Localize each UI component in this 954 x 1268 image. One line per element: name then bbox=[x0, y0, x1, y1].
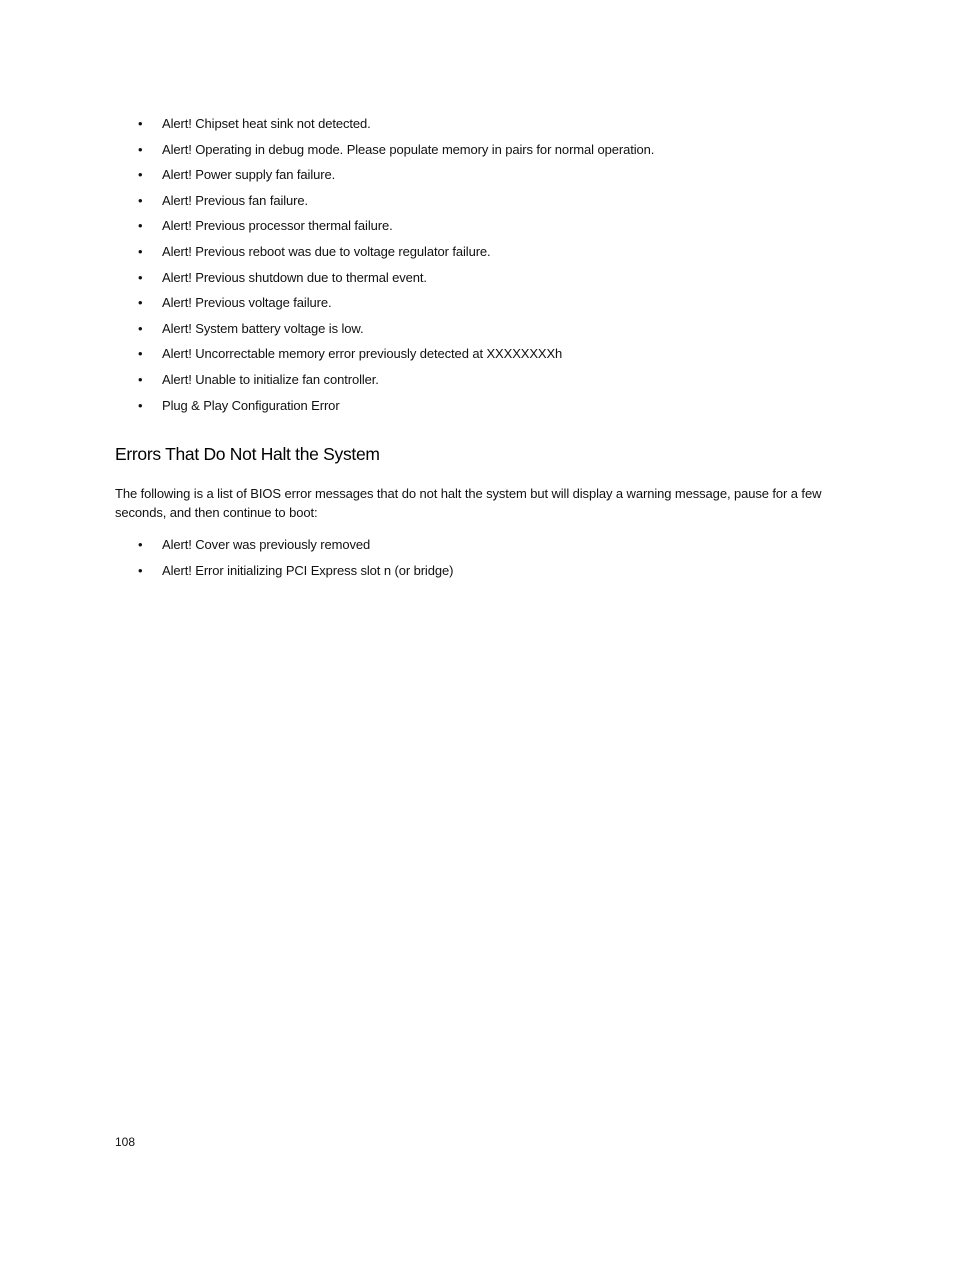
list-item bbox=[138, 166, 654, 192]
bullet-icon: • bbox=[138, 243, 143, 259]
section-heading: Errors That Do Not Halt the System bbox=[115, 444, 380, 464]
list-item-text: Alert! Previous shutdown due to thermal event. bbox=[162, 269, 427, 285]
non-halting-error-list bbox=[138, 536, 453, 587]
list-item-text: Alert! System battery voltage is low. bbox=[162, 320, 364, 336]
list-item bbox=[138, 294, 654, 320]
list-item-text: Alert! Error initializing PCI Express slot n (or bridge) bbox=[162, 562, 454, 578]
list-item-text: Alert! Operating in debug mode. Please populate memory in pairs for normal operation. bbox=[162, 141, 655, 157]
bullet-icon: • bbox=[138, 346, 143, 362]
list-item bbox=[138, 243, 654, 269]
bullet-icon: • bbox=[138, 269, 143, 285]
list-item bbox=[138, 141, 654, 167]
list-item-text: Alert! Previous reboot was due to voltage regulator failure. bbox=[162, 243, 491, 259]
bullet-icon: • bbox=[138, 320, 143, 336]
list-item-text: Alert! Previous processor thermal failure. bbox=[162, 218, 393, 234]
list-item-text: Alert! Uncorrectable memory error previously detected at XXXXXXXXh bbox=[162, 346, 563, 362]
section-paragraph: The following is a list of BIOS error messages that do not halt the system but will display a warning message, pause for a few seconds, and then continue to boot: bbox=[115, 486, 822, 520]
bullet-icon: • bbox=[138, 141, 143, 157]
list-item bbox=[138, 115, 654, 141]
list-item bbox=[138, 269, 654, 295]
bullet-icon: • bbox=[138, 397, 143, 413]
list-item bbox=[138, 562, 453, 588]
list-item bbox=[138, 397, 654, 423]
list-item-text: Alert! Power supply fan failure. bbox=[162, 167, 336, 183]
list-item-text: Alert! Previous voltage failure. bbox=[162, 295, 332, 311]
bullet-icon: • bbox=[138, 371, 143, 387]
bullet-icon: • bbox=[138, 218, 143, 234]
list-item bbox=[138, 536, 453, 562]
list-item-text: Plug & Play Configuration Error bbox=[162, 397, 340, 413]
bullet-icon: • bbox=[138, 537, 143, 552]
list-item-text: Alert! Chipset heat sink not detected. bbox=[162, 116, 371, 131]
list-item bbox=[138, 345, 654, 371]
list-item-text: Alert! Cover was previously removed bbox=[162, 537, 371, 552]
list-item bbox=[138, 320, 654, 346]
bullet-icon: • bbox=[138, 192, 143, 208]
list-item-text: Alert! Unable to initialize fan controller. bbox=[162, 371, 379, 387]
bullet-icon: • bbox=[138, 295, 143, 311]
bullet-icon: • bbox=[138, 167, 143, 183]
list-item bbox=[138, 217, 654, 243]
bios-alert-list bbox=[138, 115, 654, 422]
bullet-icon: • bbox=[138, 562, 143, 578]
list-item bbox=[138, 371, 654, 397]
list-item-text: Alert! Previous fan failure. bbox=[162, 192, 309, 208]
list-item bbox=[138, 192, 654, 218]
bullet-icon: • bbox=[138, 116, 143, 131]
page-number: 108 bbox=[115, 1135, 136, 1149]
